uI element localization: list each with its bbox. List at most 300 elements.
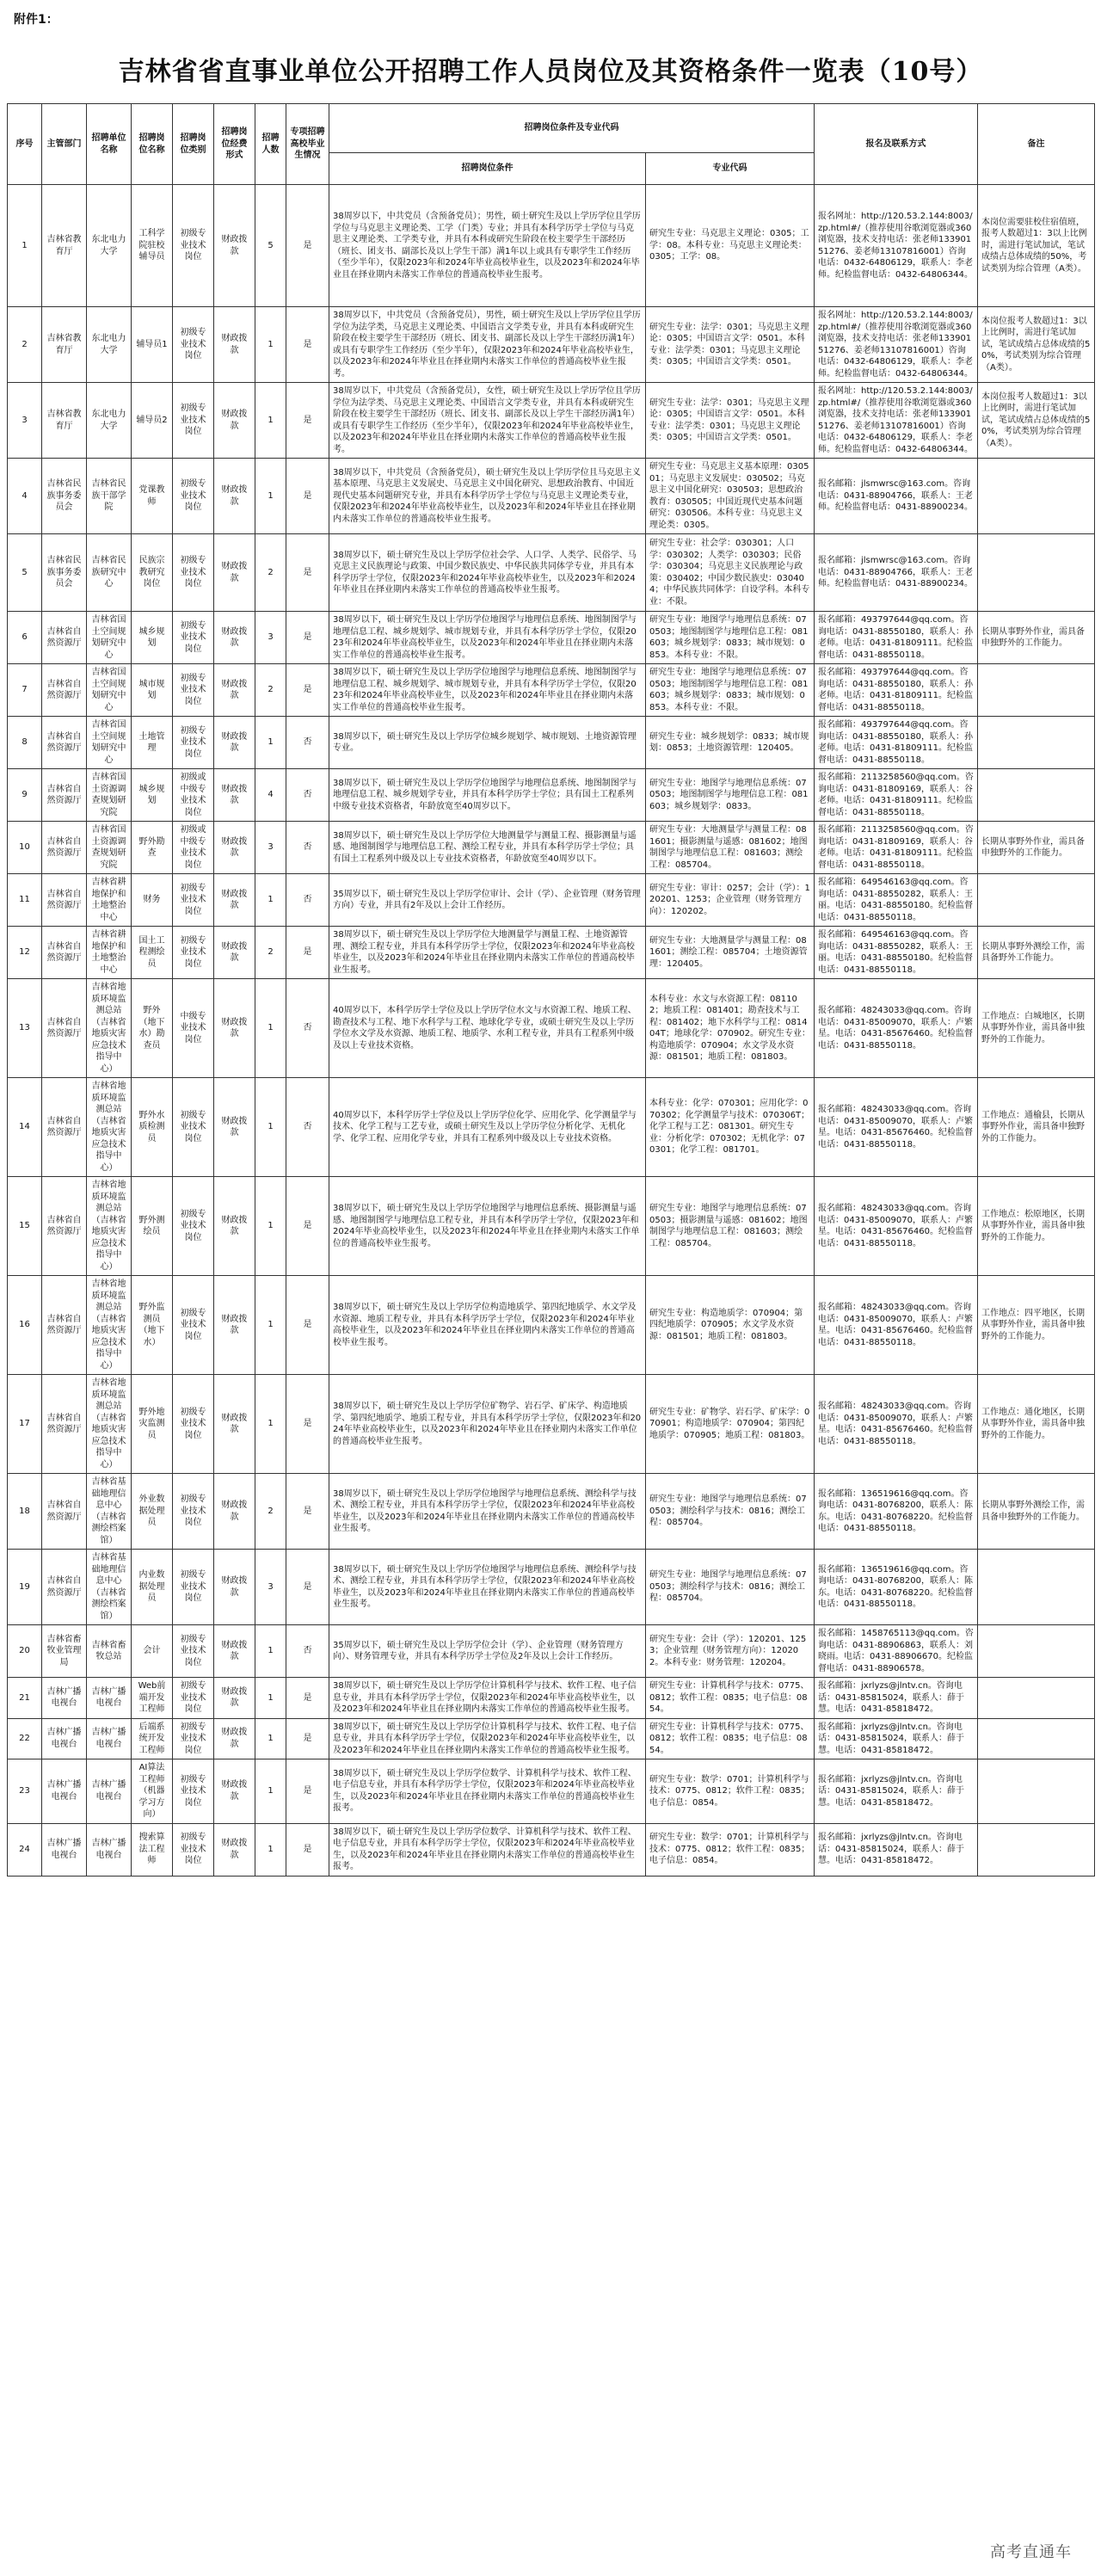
cell-majors: 研究生专业：大地测量学与测量工程：081601；摄影测量与遥感：081602；地图制图学与地理信息工程：081603；测绘工程：085704。 bbox=[646, 822, 815, 874]
cell-count: 1 bbox=[255, 1823, 286, 1876]
header-funding: 招聘岗位经费形式 bbox=[214, 104, 255, 185]
cell-remarks bbox=[978, 769, 1095, 822]
cell-conditions: 38周岁以下，硕士研究生及以上学历学位社会学、人口学、人类学、民俗学、马克思主义民族理论与政策、中国少数民族史、中华民族共同体学专业，并具有本科学历学士学位，仅限2023年和2024年毕业高校毕业生，以及2023年和2024年毕业且在择业期内未落实工作单位的普通高校毕业生报考。 bbox=[329, 534, 646, 612]
cell-special: 是 bbox=[286, 1177, 329, 1276]
cell-remarks: 长期从事野外测绘工作，需具备申独野外的工作能力。 bbox=[978, 1474, 1095, 1550]
cell-majors: 研究生专业：数学：0701；计算机科学与技术：0775、0812；软件工程：0835；电子信息：0854。 bbox=[646, 1759, 815, 1824]
cell-remarks: 工作地点：白城地区，长期从事野外作业，需具备申独野外的工作能力。 bbox=[978, 979, 1095, 1078]
cell-dept: 吉林广播电视台 bbox=[42, 1718, 87, 1759]
table-row bbox=[8, 874, 1095, 927]
header-count: 招聘人数 bbox=[255, 104, 286, 185]
cell-seq: 4 bbox=[8, 459, 42, 534]
table-row bbox=[8, 383, 1095, 459]
cell-contact: 报名网址：http://120.53.2.144:8003/zp.html#/（推荐使用谷歌浏览器或360浏览器，技术支持电话：张老师13390151276、姜老师13107816001）咨询电话：0432-64806129，联系人：李老师。纪检监督电话：0432-64806344。 bbox=[815, 383, 978, 459]
cell-unit: 东北电力大学 bbox=[87, 307, 132, 383]
cell-category: 初级专业技术岗位 bbox=[173, 1375, 214, 1474]
table-row bbox=[8, 534, 1095, 612]
cell-funding: 财政拨款 bbox=[214, 1759, 255, 1824]
cell-category: 初级专业技术岗位 bbox=[173, 1759, 214, 1824]
cell-dept: 吉林省自然资源厅 bbox=[42, 612, 87, 664]
cell-category: 初级专业技术岗位 bbox=[173, 1078, 214, 1177]
cell-unit: 吉林省国土空间规划研究中心 bbox=[87, 664, 132, 717]
cell-contact: 报名邮箱：48243033@qq.com。咨询电话：0431-85009070，联系人：卢繁星。电话：0431-85676460。纪检监督电话：0431-88550118。 bbox=[815, 1276, 978, 1375]
cell-conditions: 38周岁以下，硕士研究生及以上学历学位计算机科学与技术、软件工程、电子信息专业，并具有本科学历学士学位，仅限2023年和2024年毕业高校毕业生，以及2023年和2024年毕业且在择业期内未落实工作单位的普通高校毕业生报考。 bbox=[329, 1678, 646, 1719]
cell-seq: 21 bbox=[8, 1678, 42, 1719]
header-contact: 报名及联系方式 bbox=[815, 104, 978, 185]
cell-dept: 吉林省自然资源厅 bbox=[42, 664, 87, 717]
table-row bbox=[8, 1823, 1095, 1876]
cell-special: 是 bbox=[286, 1474, 329, 1550]
cell-count: 2 bbox=[255, 927, 286, 979]
cell-majors: 研究生专业：审计：0257；会计（学）：120201、1253；企业管理（财务管理方向）：120202。 bbox=[646, 874, 815, 927]
table-row bbox=[8, 1759, 1095, 1824]
cell-dept: 吉林省教育厅 bbox=[42, 383, 87, 459]
cell-count: 1 bbox=[255, 717, 286, 769]
cell-category: 初级专业技术岗位 bbox=[173, 1276, 214, 1375]
cell-dept: 吉林省自然资源厅 bbox=[42, 769, 87, 822]
cell-special: 是 bbox=[286, 612, 329, 664]
table-row bbox=[8, 612, 1095, 664]
cell-dept: 吉林省民族事务委员会 bbox=[42, 459, 87, 534]
cell-contact: 报名网址：http://120.53.2.144:8003/zp.html#/（推荐使用谷歌浏览器或360浏览器，技术支持电话：张老师13390151276、姜老师13107816001）咨询电话：0432-64806129，联系人：李老师。纪检监督电话：0432-64806344。 bbox=[815, 185, 978, 307]
cell-count: 1 bbox=[255, 1177, 286, 1276]
attachment-label: 附件1： bbox=[14, 13, 58, 27]
cell-special: 是 bbox=[286, 1718, 329, 1759]
cell-count: 3 bbox=[255, 822, 286, 874]
cell-funding: 财政拨款 bbox=[214, 383, 255, 459]
cell-conditions: 38周岁以下，硕士研究生及以上学历学位地图学与地理信息系统、测绘科学与技术、测绘工程专业，并具有本科学历学士学位，仅限2023年和2024年毕业高校毕业生，以及2023年和2024年毕业且在择业期内未落实工作单位的普通高校毕业生报考。 bbox=[329, 1474, 646, 1550]
cell-seq: 18 bbox=[8, 1474, 42, 1550]
cell-post: 野外勘查 bbox=[132, 822, 173, 874]
table-row bbox=[8, 1625, 1095, 1678]
cell-funding: 财政拨款 bbox=[214, 1078, 255, 1177]
cell-unit: 吉林省畜牧总站 bbox=[87, 1625, 132, 1678]
cell-unit: 吉林省地质环境监测总站（吉林省地质灾害应急技术指导中心） bbox=[87, 1375, 132, 1474]
cell-funding: 财政拨款 bbox=[214, 1625, 255, 1678]
cell-special: 是 bbox=[286, 1276, 329, 1375]
cell-majors: 研究生专业：大地测量学与测量工程：081601；测绘工程：085704；土地资源管理：120405。 bbox=[646, 927, 815, 979]
cell-remarks bbox=[978, 664, 1095, 717]
cell-unit: 吉林省国土资源调查规划研究院 bbox=[87, 822, 132, 874]
cell-majors: 研究生专业：地图学与地理信息系统：070503；摄影测量与遥感：081602；地图制图学与地理信息工程：081603；测绘工程：085704。 bbox=[646, 1177, 815, 1276]
table-row bbox=[8, 664, 1095, 717]
cell-category: 初级专业技术岗位 bbox=[173, 1474, 214, 1550]
cell-unit: 吉林广播电视台 bbox=[87, 1718, 132, 1759]
cell-dept: 吉林省自然资源厅 bbox=[42, 1550, 87, 1625]
cell-dept: 吉林省自然资源厅 bbox=[42, 979, 87, 1078]
cell-seq: 3 bbox=[8, 383, 42, 459]
table-row bbox=[8, 1177, 1095, 1276]
table-row bbox=[8, 1678, 1095, 1719]
cell-category: 初级专业技术岗位 bbox=[173, 1823, 214, 1876]
cell-funding: 财政拨款 bbox=[214, 185, 255, 307]
cell-funding: 财政拨款 bbox=[214, 1177, 255, 1276]
cell-post: 野外水质检测员 bbox=[132, 1078, 173, 1177]
cell-special: 是 bbox=[286, 1375, 329, 1474]
cell-count: 2 bbox=[255, 1474, 286, 1550]
cell-seq: 9 bbox=[8, 769, 42, 822]
cell-remarks: 本岗位报考人数超过1：3以上比例时，需进行笔试加试，笔试成绩占总体成绩的50%，考试类别为综合管理（A类）。 bbox=[978, 307, 1095, 383]
cell-unit: 吉林广播电视台 bbox=[87, 1678, 132, 1719]
cell-seq: 17 bbox=[8, 1375, 42, 1474]
cell-unit: 吉林广播电视台 bbox=[87, 1759, 132, 1824]
cell-unit: 吉林省国土空间规划研究中心 bbox=[87, 612, 132, 664]
cell-funding: 财政拨款 bbox=[214, 664, 255, 717]
cell-conditions: 38周岁以下，硕士研究生及以上学历学位地图学与地理信息系统、地图制图学与地理信息工程、城乡规划学、城市规划专业，并具有本科学历学士学位，仅限2023年和2024年毕业高校毕业生，以及2023年和2024年毕业且在择业期内未落实工作单位的普通高校毕业生报考。 bbox=[329, 664, 646, 717]
cell-unit: 吉林省国土资源调查规划研究院 bbox=[87, 769, 132, 822]
table-row bbox=[8, 1276, 1095, 1375]
cell-seq: 7 bbox=[8, 664, 42, 717]
cell-post: 野外地灾监测员 bbox=[132, 1375, 173, 1474]
table-row bbox=[8, 1078, 1095, 1177]
cell-dept: 吉林广播电视台 bbox=[42, 1823, 87, 1876]
header-dept: 主管部门 bbox=[42, 104, 87, 185]
cell-conditions: 38周岁以下，硕士研究生及以上学历学位地图学与地理信息系统、测绘科学与技术、测绘工程专业，并具有本科学历学士学位，仅限2023年和2024年毕业高校毕业生，以及2023年和2024年毕业且在择业期内未落实工作单位的普通高校毕业生报考。 bbox=[329, 1550, 646, 1625]
cell-seq: 15 bbox=[8, 1177, 42, 1276]
cell-count: 1 bbox=[255, 1375, 286, 1474]
cell-majors: 研究生专业：法学：0301；马克思主义理论：0305；中国语言文学：0501。本科专业：法学类：0301；马克思主义理论类：0305；中国语言文学类：0501。 bbox=[646, 307, 815, 383]
cell-post: 会计 bbox=[132, 1625, 173, 1678]
cell-remarks bbox=[978, 874, 1095, 927]
table-row bbox=[8, 1474, 1095, 1550]
table-row bbox=[8, 185, 1095, 307]
cell-seq: 8 bbox=[8, 717, 42, 769]
cell-contact: 报名邮箱：jlsmwrsc@163.com。咨询电话：0431-88904766，联系人：王老师。纪检监督电话：0431-88900234。 bbox=[815, 534, 978, 612]
cell-conditions: 38周岁以下，硕士研究生及以上学历学位地图学与地理信息系统、摄影测量与遥感、地图制图学与地理信息工程专业，并具有本科学历学士学位，仅限2023年和2024年毕业高校毕业生，以及2023年和2024年毕业且在择业期内未落实工作单位的普通高校毕业生报考。 bbox=[329, 1177, 646, 1276]
cell-seq: 12 bbox=[8, 927, 42, 979]
cell-count: 2 bbox=[255, 534, 286, 612]
cell-count: 1 bbox=[255, 1078, 286, 1177]
cell-funding: 财政拨款 bbox=[214, 1474, 255, 1550]
header-group: 招聘岗位条件及专业代码 bbox=[329, 104, 815, 153]
cell-post: 民族宗教研究岗位 bbox=[132, 534, 173, 612]
table-row bbox=[8, 979, 1095, 1078]
table-row bbox=[8, 769, 1095, 822]
cell-unit: 吉林省地质环境监测总站（吉林省地质灾害应急技术指导中心） bbox=[87, 1177, 132, 1276]
cell-unit: 吉林省地质环境监测总站（吉林省地质灾害应急技术指导中心） bbox=[87, 1078, 132, 1177]
positions-table bbox=[7, 103, 1095, 1877]
cell-seq: 13 bbox=[8, 979, 42, 1078]
cell-post: 财务 bbox=[132, 874, 173, 927]
cell-unit: 吉林广播电视台 bbox=[87, 1823, 132, 1876]
cell-seq: 10 bbox=[8, 822, 42, 874]
cell-majors: 本科专业：水文与水资源工程：081102；地质工程：081401；勘查技术与工程：081402；地下水科学与工程：081404T；地球化学：070902。研究生专业：构造地质学：070904；水文学及水资源：081501；地质工程：081803。 bbox=[646, 979, 815, 1078]
cell-category: 初级专业技术岗位 bbox=[173, 307, 214, 383]
cell-conditions: 38周岁以下，硕士研究生及以上学历学位大地测量学与测量工程、土地资源管理、测绘工程专业，并具有本科学历学士学位，仅限2023年和2024年毕业高校毕业生，以及2023年和2024年毕业且在择业期内未落实工作单位的普通高校毕业生报考。 bbox=[329, 927, 646, 979]
cell-post: 后端系统开发工程师 bbox=[132, 1718, 173, 1759]
cell-seq: 5 bbox=[8, 534, 42, 612]
cell-remarks: 工作地点：通榆县，长期从事野外作业，需具备申独野外的工作能力。 bbox=[978, 1078, 1095, 1177]
cell-unit: 吉林省地质环境监测总站（吉林省地质灾害应急技术指导中心） bbox=[87, 1276, 132, 1375]
cell-remarks bbox=[978, 1678, 1095, 1719]
cell-remarks bbox=[978, 1759, 1095, 1824]
table-row bbox=[8, 717, 1095, 769]
cell-special: 是 bbox=[286, 664, 329, 717]
table-row bbox=[8, 1718, 1095, 1759]
cell-majors: 研究生专业：数学：0701；计算机科学与技术：0775、0812；软件工程：0835；电子信息：0854。 bbox=[646, 1823, 815, 1876]
cell-dept: 吉林省教育厅 bbox=[42, 185, 87, 307]
cell-majors: 研究生专业：地图学与地理信息系统：070503；测绘科学与技术：0816；测绘工程：085704。 bbox=[646, 1550, 815, 1625]
cell-special: 否 bbox=[286, 1625, 329, 1678]
table-row bbox=[8, 459, 1095, 534]
cell-majors: 本科专业：化学：070301；应用化学：070302；化学测量学与技术：070306T；化学工程与工艺：081301。研究生专业：分析化学：070302；无机化学：070301；化学工程：081701。 bbox=[646, 1078, 815, 1177]
cell-post: 党课教师 bbox=[132, 459, 173, 534]
cell-special: 是 bbox=[286, 927, 329, 979]
cell-contact: 报名邮箱：649546163@qq.com。咨询电话：0431-88550282，联系人：王丽。电话：0431-88550180。纪检监督电话：0431-88550118。 bbox=[815, 927, 978, 979]
cell-contact: 报名邮箱：jlsmwrsc@163.com。咨询电话：0431-88904766，联系人：王老师。纪检监督电话：0431-88900234。 bbox=[815, 459, 978, 534]
cell-unit: 吉林省基础地理信息中心（吉林省测绘档案馆） bbox=[87, 1474, 132, 1550]
header-majors: 专业代码 bbox=[646, 153, 815, 185]
cell-funding: 财政拨款 bbox=[214, 612, 255, 664]
cell-contact: 报名邮箱：jxrlyzs@jlntv.cn。咨询电话：0431-85815024，联系人：薛于慧。电话：0431-85818472。 bbox=[815, 1678, 978, 1719]
cell-category: 初级或中级专业技术岗位 bbox=[173, 822, 214, 874]
cell-post: 野外测绘员 bbox=[132, 1177, 173, 1276]
cell-conditions: 35周岁以下，硕士研究生及以上学历学位会计（学）、企业管理（财务管理方向）、财务管理专业，并具有本科学历学士学位及2年及以上会计工作经历。 bbox=[329, 1625, 646, 1678]
cell-unit: 东北电力大学 bbox=[87, 383, 132, 459]
cell-contact: 报名邮箱：jxrlyzs@jlntv.cn。咨询电话：0431-85815024，联系人：薛于慧。电话：0431-85818472。 bbox=[815, 1718, 978, 1759]
cell-remarks: 本岗位报考人数超过1：3以上比例时，需进行笔试加试，笔试成绩占总体成绩的50%，考试类别为综合管理（A类）。 bbox=[978, 383, 1095, 459]
cell-contact: 报名邮箱：1458765113@qq.com。咨询电话：0431-88906863，联系人：刘晓雨。电话：0431-88906670。纪检监督电话：0431-88906578。 bbox=[815, 1625, 978, 1678]
page-title: 吉林省省直事业单位公开招聘工作人员岗位及其资格条件一览表（10号） bbox=[118, 57, 983, 87]
cell-conditions: 38周岁以下，中共党员（含预备党员），女性，硕士研究生及以上学历学位且学历学位为法学类、马克思主义理论类、中国语言文学类专业，并具有本科或研究生阶段在校主要学生干部经历（班长、团支书、副部长及以上学生干部经历满1年）或具有专职学生工作经历（至少半年），仅限2023年和2024年毕业高校毕业生，以及2023年和2024年毕业且在择业期内未落实工作单位的普通高校毕业生报考。 bbox=[329, 383, 646, 459]
cell-conditions: 38周岁以下，硕士研究生及以上学历学位数学、计算机科学与技术、软件工程、电子信息专业，并具有本科学历学士学位，仅限2023年和2024年毕业高校毕业生，以及2023年和2024年毕业且在择业期内未落实工作单位的普通高校毕业生报考。 bbox=[329, 1759, 646, 1824]
cell-contact: 报名邮箱：48243033@qq.com。咨询电话：0431-85009070，联系人：卢繁星。电话：0431-85676460。纪检监督电话：0431-88550118。 bbox=[815, 1177, 978, 1276]
cell-funding: 财政拨款 bbox=[214, 1678, 255, 1719]
cell-seq: 19 bbox=[8, 1550, 42, 1625]
table-row bbox=[8, 1375, 1095, 1474]
cell-special: 是 bbox=[286, 1678, 329, 1719]
cell-contact: 报名邮箱：136519616@qq.com。咨询电话：0431-80768200，联系人：陈东。电话：0431-80768220。纪检监督电话：0431-88550118。 bbox=[815, 1474, 978, 1550]
cell-dept: 吉林省自然资源厅 bbox=[42, 874, 87, 927]
cell-seq: 14 bbox=[8, 1078, 42, 1177]
cell-contact: 报名邮箱：2113258560@qq.com。咨询电话：0431-81809169，联系人：谷老师。电话：0431-81809111。纪检监督电话：0431-88550118。 bbox=[815, 769, 978, 822]
cell-count: 1 bbox=[255, 1678, 286, 1719]
cell-remarks: 工作地点：通化地区，长期从事野外作业，需具备申独野外的工作能力。 bbox=[978, 1375, 1095, 1474]
cell-contact: 报名邮箱：jxrlyzs@jlntv.cn。咨询电话：0431-85815024，联系人：薛于慧。电话：0431-85818472。 bbox=[815, 1823, 978, 1876]
cell-category: 初级专业技术岗位 bbox=[173, 717, 214, 769]
cell-funding: 财政拨款 bbox=[214, 1276, 255, 1375]
cell-dept: 吉林省自然资源厅 bbox=[42, 717, 87, 769]
cell-special: 是 bbox=[286, 1759, 329, 1824]
cell-majors: 研究生专业：地图学与地理信息系统：070503；地图制图学与地理信息工程：081603；城乡规划学：0833；城市规划：0853。本科专业：不限。 bbox=[646, 664, 815, 717]
cell-contact: 报名邮箱：649546163@qq.com。咨询电话：0431-88550282，联系人：王丽。电话：0431-88550180。纪检监督电话：0431-88550118。 bbox=[815, 874, 978, 927]
cell-funding: 财政拨款 bbox=[214, 1375, 255, 1474]
cell-post: 搜索算法工程师 bbox=[132, 1823, 173, 1876]
cell-majors: 研究生专业：会计（学）：120201、1253；企业管理（财务管理方向）：120202。本科专业：财务管理：120204。 bbox=[646, 1625, 815, 1678]
table-row bbox=[8, 307, 1095, 383]
cell-remarks: 本岗位需要驻校住宿值班，报考人数超过1：3以上比例时，需进行笔试加试，笔试成绩占总体成绩的50%，考试类别为综合管理（A类）。 bbox=[978, 185, 1095, 307]
cell-count: 1 bbox=[255, 307, 286, 383]
cell-contact: 报名邮箱：48243033@qq.com。咨询电话：0431-85009070，联系人：卢繁星。电话：0431-85676460。纪检监督电话：0431-88550118。 bbox=[815, 1078, 978, 1177]
cell-seq: 11 bbox=[8, 874, 42, 927]
table-body bbox=[8, 185, 1095, 1877]
cell-count: 1 bbox=[255, 1625, 286, 1678]
header-unit: 招聘单位名称 bbox=[87, 104, 132, 185]
cell-count: 4 bbox=[255, 769, 286, 822]
cell-count: 3 bbox=[255, 1550, 286, 1625]
cell-special: 否 bbox=[286, 1078, 329, 1177]
cell-conditions: 40周岁以下，本科学历学士学位及以上学历学位化学、应用化学、化学测量学与技术、化学工程与工艺专业，或硕士研究生及以上学历学位分析化学、无机化学、化学工程、应用化学专业，并具有工程系列中级及以上专业技术资格。 bbox=[329, 1078, 646, 1177]
cell-funding: 财政拨款 bbox=[214, 979, 255, 1078]
cell-remarks bbox=[978, 1718, 1095, 1759]
cell-post: 辅导员2 bbox=[132, 383, 173, 459]
cell-conditions: 38周岁以下，硕士研究生及以上学历学位计算机科学与技术、软件工程、电子信息专业，并具有本科学历学士学位，仅限2023年和2024年毕业高校毕业生，以及2023年和2024年毕业且在择业期内未落实工作单位的普通高校毕业生报考。 bbox=[329, 1718, 646, 1759]
cell-conditions: 38周岁以下，硕士研究生及以上学历学位地图学与地理信息系统、地图制图学与地理信息工程、城乡规划学专业，并具有本科学历学士学位；具有国土工程系列中级专业技术资格者，年龄放宽至40周岁以下。 bbox=[329, 769, 646, 822]
table-row bbox=[8, 822, 1095, 874]
cell-dept: 吉林省自然资源厅 bbox=[42, 1177, 87, 1276]
cell-count: 1 bbox=[255, 1276, 286, 1375]
cell-dept: 吉林省自然资源厅 bbox=[42, 1078, 87, 1177]
cell-unit: 吉林省地质环境监测总站（吉林省地质灾害应急技术指导中心） bbox=[87, 979, 132, 1078]
cell-remarks bbox=[978, 1550, 1095, 1625]
cell-post: 野外（地下水）勘查员 bbox=[132, 979, 173, 1078]
cell-majors: 研究生专业：计算机科学与技术：0775、0812；软件工程：0835；电子信息：0854。 bbox=[646, 1678, 815, 1719]
cell-seq: 2 bbox=[8, 307, 42, 383]
cell-conditions: 38周岁以下，中共党员（含预备党员）；男性，硕士研究生及以上学历学位且学历学位与马克思主义理论类、工学（门类）专业；并具有本科学历学士学位与马克思主义理论类、工学类专业，并具有本科或研究生阶段在校主要学生干部经历（班长、团支书、副部长及以上学生干部）满1年以上或具有专职学生工作经历（至少半年），仅限2023年和2024年毕业高校毕业生，以及2023年和2024年毕业且在择业期内未落实工作单位的普通高校毕业生报考。 bbox=[329, 185, 646, 307]
cell-special: 是 bbox=[286, 534, 329, 612]
cell-majors: 研究生专业：社会学：030301；人口学：030302；人类学：030303；民俗学：030304；马克思主义民族理论与政策：030402；中国少数民族史：030404；中华民族共同体学：自设学科。本科专业：不限。 bbox=[646, 534, 815, 612]
cell-conditions: 38周岁以下，中共党员（含预备党员），男性，硕士研究生及以上学历学位且学历学位为法学类，马克思主义理论类、中国语言文学类专业，并具有本科或研究生阶段在校主要学生干部经历（班长、团支书、副部长及以上学生干部经历满1年）或具有专职学生工作经历（至少半年），仅限2023年和2024年毕业高校毕业生，以及2023年和2024年毕业且在择业期内未落实工作单位的普通高校毕业生报考。 bbox=[329, 307, 646, 383]
cell-category: 初级专业技术岗位 bbox=[173, 612, 214, 664]
cell-count: 3 bbox=[255, 612, 286, 664]
cell-category: 初级专业技术岗位 bbox=[173, 1177, 214, 1276]
cell-post: Web前端开发工程师 bbox=[132, 1678, 173, 1719]
cell-funding: 财政拨款 bbox=[214, 1550, 255, 1625]
cell-contact: 报名邮箱：jxrlyzs@jlntv.cn。咨询电话：0431-85815024，联系人：薛于慧。电话：0431-85818472。 bbox=[815, 1759, 978, 1824]
cell-unit: 吉林省耕地保护和土地整治中心 bbox=[87, 927, 132, 979]
cell-special: 是 bbox=[286, 307, 329, 383]
cell-category: 初级专业技术岗位 bbox=[173, 534, 214, 612]
cell-special: 是 bbox=[286, 459, 329, 534]
cell-remarks: 长期从事野外测绘工作，需具备野外工作能力。 bbox=[978, 927, 1095, 979]
cell-remarks bbox=[978, 534, 1095, 612]
cell-unit: 吉林省民族干部学院 bbox=[87, 459, 132, 534]
cell-dept: 吉林广播电视台 bbox=[42, 1678, 87, 1719]
cell-dept: 吉林省自然资源厅 bbox=[42, 1474, 87, 1550]
cell-category: 初级专业技术岗位 bbox=[173, 927, 214, 979]
cell-conditions: 38周岁以下，硕士研究生及以上学历学位大地测量学与测量工程、摄影测量与遥感、地图制图学与地理信息工程、测绘工程专业，并具有本科学历学士学位；具有国土工程系列中级及以上专业技术资格者，年龄放宽至40周岁以下。 bbox=[329, 822, 646, 874]
cell-funding: 财政拨款 bbox=[214, 717, 255, 769]
cell-category: 初级专业技术岗位 bbox=[173, 664, 214, 717]
cell-seq: 1 bbox=[8, 185, 42, 307]
cell-post: 工科学院驻校辅导员 bbox=[132, 185, 173, 307]
cell-contact: 报名邮箱：493797644@qq.com。咨询电话：0431-88550180，联系人：孙老师。电话：0431-81809111。纪检监督电话：0431-88550118。 bbox=[815, 664, 978, 717]
cell-count: 5 bbox=[255, 185, 286, 307]
cell-majors: 研究生专业：马克思主义基本原理：030501；马克思主义发展史：030502；马克思主义中国化研究：030503；思想政治教育：030505；中国近现代史基本问题研究：030506。本科专业：马克思主义理论类：0305。 bbox=[646, 459, 815, 534]
table-row bbox=[8, 1550, 1095, 1625]
cell-remarks: 工作地点：四平地区，长期从事野外作业，需具备申独野外的工作能力。 bbox=[978, 1276, 1095, 1375]
cell-conditions: 38周岁以下，中共党员（含预备党员），硕士研究生及以上学历学位且马克思主义基本原理、马克思主义发展史、马克思主义中国化研究、思想政治教育、中国近现代史基本问题研究专业，并具有本科学历学士学位与马克思主义理论类专业，仅限2023年和2024年毕业高校毕业生，以及2023年和2024年毕业且在择业期内未落实工作单位的普通高校毕业生报考。 bbox=[329, 459, 646, 534]
cell-funding: 财政拨款 bbox=[214, 874, 255, 927]
cell-special: 否 bbox=[286, 769, 329, 822]
cell-count: 1 bbox=[255, 979, 286, 1078]
cell-seq: 20 bbox=[8, 1625, 42, 1678]
cell-conditions: 40周岁以下，本科学历学士学位及以上学历学位水文与水资源工程、地质工程、勘查技术与工程、地下水科学与工程、地球化学专业，或硕士研究生及以上学历学位水文学及水资源、地质工程、地质学、水利工程专业，并具有工程系列中级及以上专业技术资格。 bbox=[329, 979, 646, 1078]
cell-count: 2 bbox=[255, 664, 286, 717]
cell-special: 否 bbox=[286, 822, 329, 874]
cell-unit: 东北电力大学 bbox=[87, 185, 132, 307]
cell-category: 初级专业技术岗位 bbox=[173, 383, 214, 459]
cell-conditions: 38周岁以下，硕士研究生及以上学历学位矿物学、岩石学、矿床学、构造地质学、第四纪地质学、地质工程专业，并具有本科学历学士学位，仅限2023年和2024年毕业高校毕业生，以及2023年和2024年毕业且在择业期内未落实工作单位的普通高校毕业生报考。 bbox=[329, 1375, 646, 1474]
cell-category: 初级专业技术岗位 bbox=[173, 185, 214, 307]
cell-remarks bbox=[978, 459, 1095, 534]
cell-conditions: 38周岁以下，硕士研究生及以上学历学位构造地质学、第四纪地质学、水文学及水资源、地质工程专业，并具有本科学历学士学位，仅限2023年和2024年毕业高校毕业生，以及2023年和2024年毕业且在择业期内未落实工作单位的普通高校毕业生报考。 bbox=[329, 1276, 646, 1375]
cell-dept: 吉林省自然资源厅 bbox=[42, 927, 87, 979]
cell-seq: 16 bbox=[8, 1276, 42, 1375]
cell-dept: 吉林省民族事务委员会 bbox=[42, 534, 87, 612]
cell-funding: 财政拨款 bbox=[214, 1823, 255, 1876]
cell-count: 1 bbox=[255, 1718, 286, 1759]
cell-special: 是 bbox=[286, 383, 329, 459]
cell-post: AI算法工程师（机器学习方向） bbox=[132, 1759, 173, 1824]
cell-funding: 财政拨款 bbox=[214, 307, 255, 383]
cell-category: 初级专业技术岗位 bbox=[173, 1550, 214, 1625]
cell-seq: 6 bbox=[8, 612, 42, 664]
cell-remarks: 长期从事野外作业，需具备申独野外的工作能力。 bbox=[978, 612, 1095, 664]
cell-category: 中级专业技术岗位 bbox=[173, 979, 214, 1078]
cell-majors: 研究生专业：法学：0301；马克思主义理论：0305；中国语言文学：0501。本科专业：法学类：0301；马克思主义理论类：0305；中国语言文学类：0501。 bbox=[646, 383, 815, 459]
cell-special: 否 bbox=[286, 717, 329, 769]
cell-special: 是 bbox=[286, 1550, 329, 1625]
cell-post: 外业数据处理员 bbox=[132, 1474, 173, 1550]
header-row-top bbox=[8, 104, 1095, 153]
cell-count: 1 bbox=[255, 459, 286, 534]
cell-funding: 财政拨款 bbox=[214, 459, 255, 534]
cell-unit: 吉林省基础地理信息中心（吉林省测绘档案馆） bbox=[87, 1550, 132, 1625]
cell-remarks bbox=[978, 1823, 1095, 1876]
cell-funding: 财政拨款 bbox=[214, 534, 255, 612]
cell-contact: 报名邮箱：493797644@qq.com。咨询电话：0431-88550180，联系人：孙老师。电话：0431-81809111。纪检监督电话：0431-88550118。 bbox=[815, 717, 978, 769]
cell-category: 初级专业技术岗位 bbox=[173, 1625, 214, 1678]
cell-remarks: 工作地点：松原地区，长期从事野外作业，需具备申独野外的工作能力。 bbox=[978, 1177, 1095, 1276]
cell-contact: 报名邮箱：48243033@qq.com。咨询电话：0431-85009070，联系人：卢繁星。电话：0431-85676460。纪检监督电话：0431-88550118。 bbox=[815, 979, 978, 1078]
cell-majors: 研究生专业：矿物学、岩石学、矿床学：070901；构造地质学：070904；第四纪地质学：070905；地质工程：081803。 bbox=[646, 1375, 815, 1474]
cell-category: 初级专业技术岗位 bbox=[173, 459, 214, 534]
cell-count: 1 bbox=[255, 1759, 286, 1824]
cell-majors: 研究生专业：马克思主义理论：0305；工学：08。本科专业：马克思主义理论类：0305；工学：08。 bbox=[646, 185, 815, 307]
cell-remarks bbox=[978, 1625, 1095, 1678]
header-post: 招聘岗位名称 bbox=[132, 104, 173, 185]
cell-funding: 财政拨款 bbox=[214, 1718, 255, 1759]
cell-special: 否 bbox=[286, 979, 329, 1078]
cell-post: 内业数据处理员 bbox=[132, 1550, 173, 1625]
cell-unit: 吉林省民族研究中心 bbox=[87, 534, 132, 612]
cell-conditions: 38周岁以下，硕士研究生及以上学历学位地图学与地理信息系统、地图制图学与地理信息工程、城乡规划学、城市规划专业，并具有本科学历学士学位，仅限2023年和2024年毕业高校毕业生，以及2023年和2024年毕业且在择业期内未落实工作单位的普通高校毕业生报考。 bbox=[329, 612, 646, 664]
watermark-text: 高考直通车 bbox=[990, 2543, 1072, 2561]
cell-category: 初级专业技术岗位 bbox=[173, 874, 214, 927]
cell-conditions: 35周岁以下，硕士研究生及以上学历学位审计、会计（学）、企业管理（财务管理方向）专业，并具有2年及以上会计工作经历。 bbox=[329, 874, 646, 927]
header-conditions: 招聘岗位条件 bbox=[329, 153, 646, 185]
cell-special: 是 bbox=[286, 1823, 329, 1876]
cell-majors: 研究生专业：地图学与地理信息系统：070503；测绘科学与技术：0816；测绘工程：085704。 bbox=[646, 1474, 815, 1550]
cell-majors: 研究生专业：地图学与地理信息系统：070503；地图制图学与地理信息工程：081603；城乡规划学：0833。 bbox=[646, 769, 815, 822]
cell-conditions: 38周岁以下，硕士研究生及以上学历学位数学、计算机科学与技术、软件工程、电子信息专业，并具有本科学历学士学位，仅限2023年和2024年毕业高校毕业生，以及2023年和2024年毕业且在择业期内未落实工作单位的普通高校毕业生报考。 bbox=[329, 1823, 646, 1876]
header-seq: 序号 bbox=[8, 104, 42, 185]
cell-category: 初级专业技术岗位 bbox=[173, 1718, 214, 1759]
cell-conditions: 38周岁以下，硕士研究生及以上学历学位城乡规划学、城市规划、土地资源管理专业。 bbox=[329, 717, 646, 769]
cell-dept: 吉林省自然资源厅 bbox=[42, 1375, 87, 1474]
cell-seq: 22 bbox=[8, 1718, 42, 1759]
cell-post: 野外监测员（地下水） bbox=[132, 1276, 173, 1375]
cell-unit: 吉林省国土空间规划研究中心 bbox=[87, 717, 132, 769]
header-special: 专项招聘高校毕业生情况 bbox=[286, 104, 329, 185]
cell-funding: 财政拨款 bbox=[214, 927, 255, 979]
cell-count: 1 bbox=[255, 383, 286, 459]
cell-contact: 报名网址：http://120.53.2.144:8003/zp.html#/（推荐使用谷歌浏览器或360浏览器，技术支持电话：张老师13390151276、姜老师13107816001）咨询电话：0432-64806129，联系人：李老师。纪检监督电话：0432-64806344。 bbox=[815, 307, 978, 383]
cell-funding: 财政拨款 bbox=[214, 822, 255, 874]
cell-post: 城乡规划 bbox=[132, 769, 173, 822]
cell-contact: 报名邮箱：2113258560@qq.com。咨询电话：0431-81809169，联系人：谷老师。电话：0431-81809111。纪检监督电话：0431-88550118。 bbox=[815, 822, 978, 874]
